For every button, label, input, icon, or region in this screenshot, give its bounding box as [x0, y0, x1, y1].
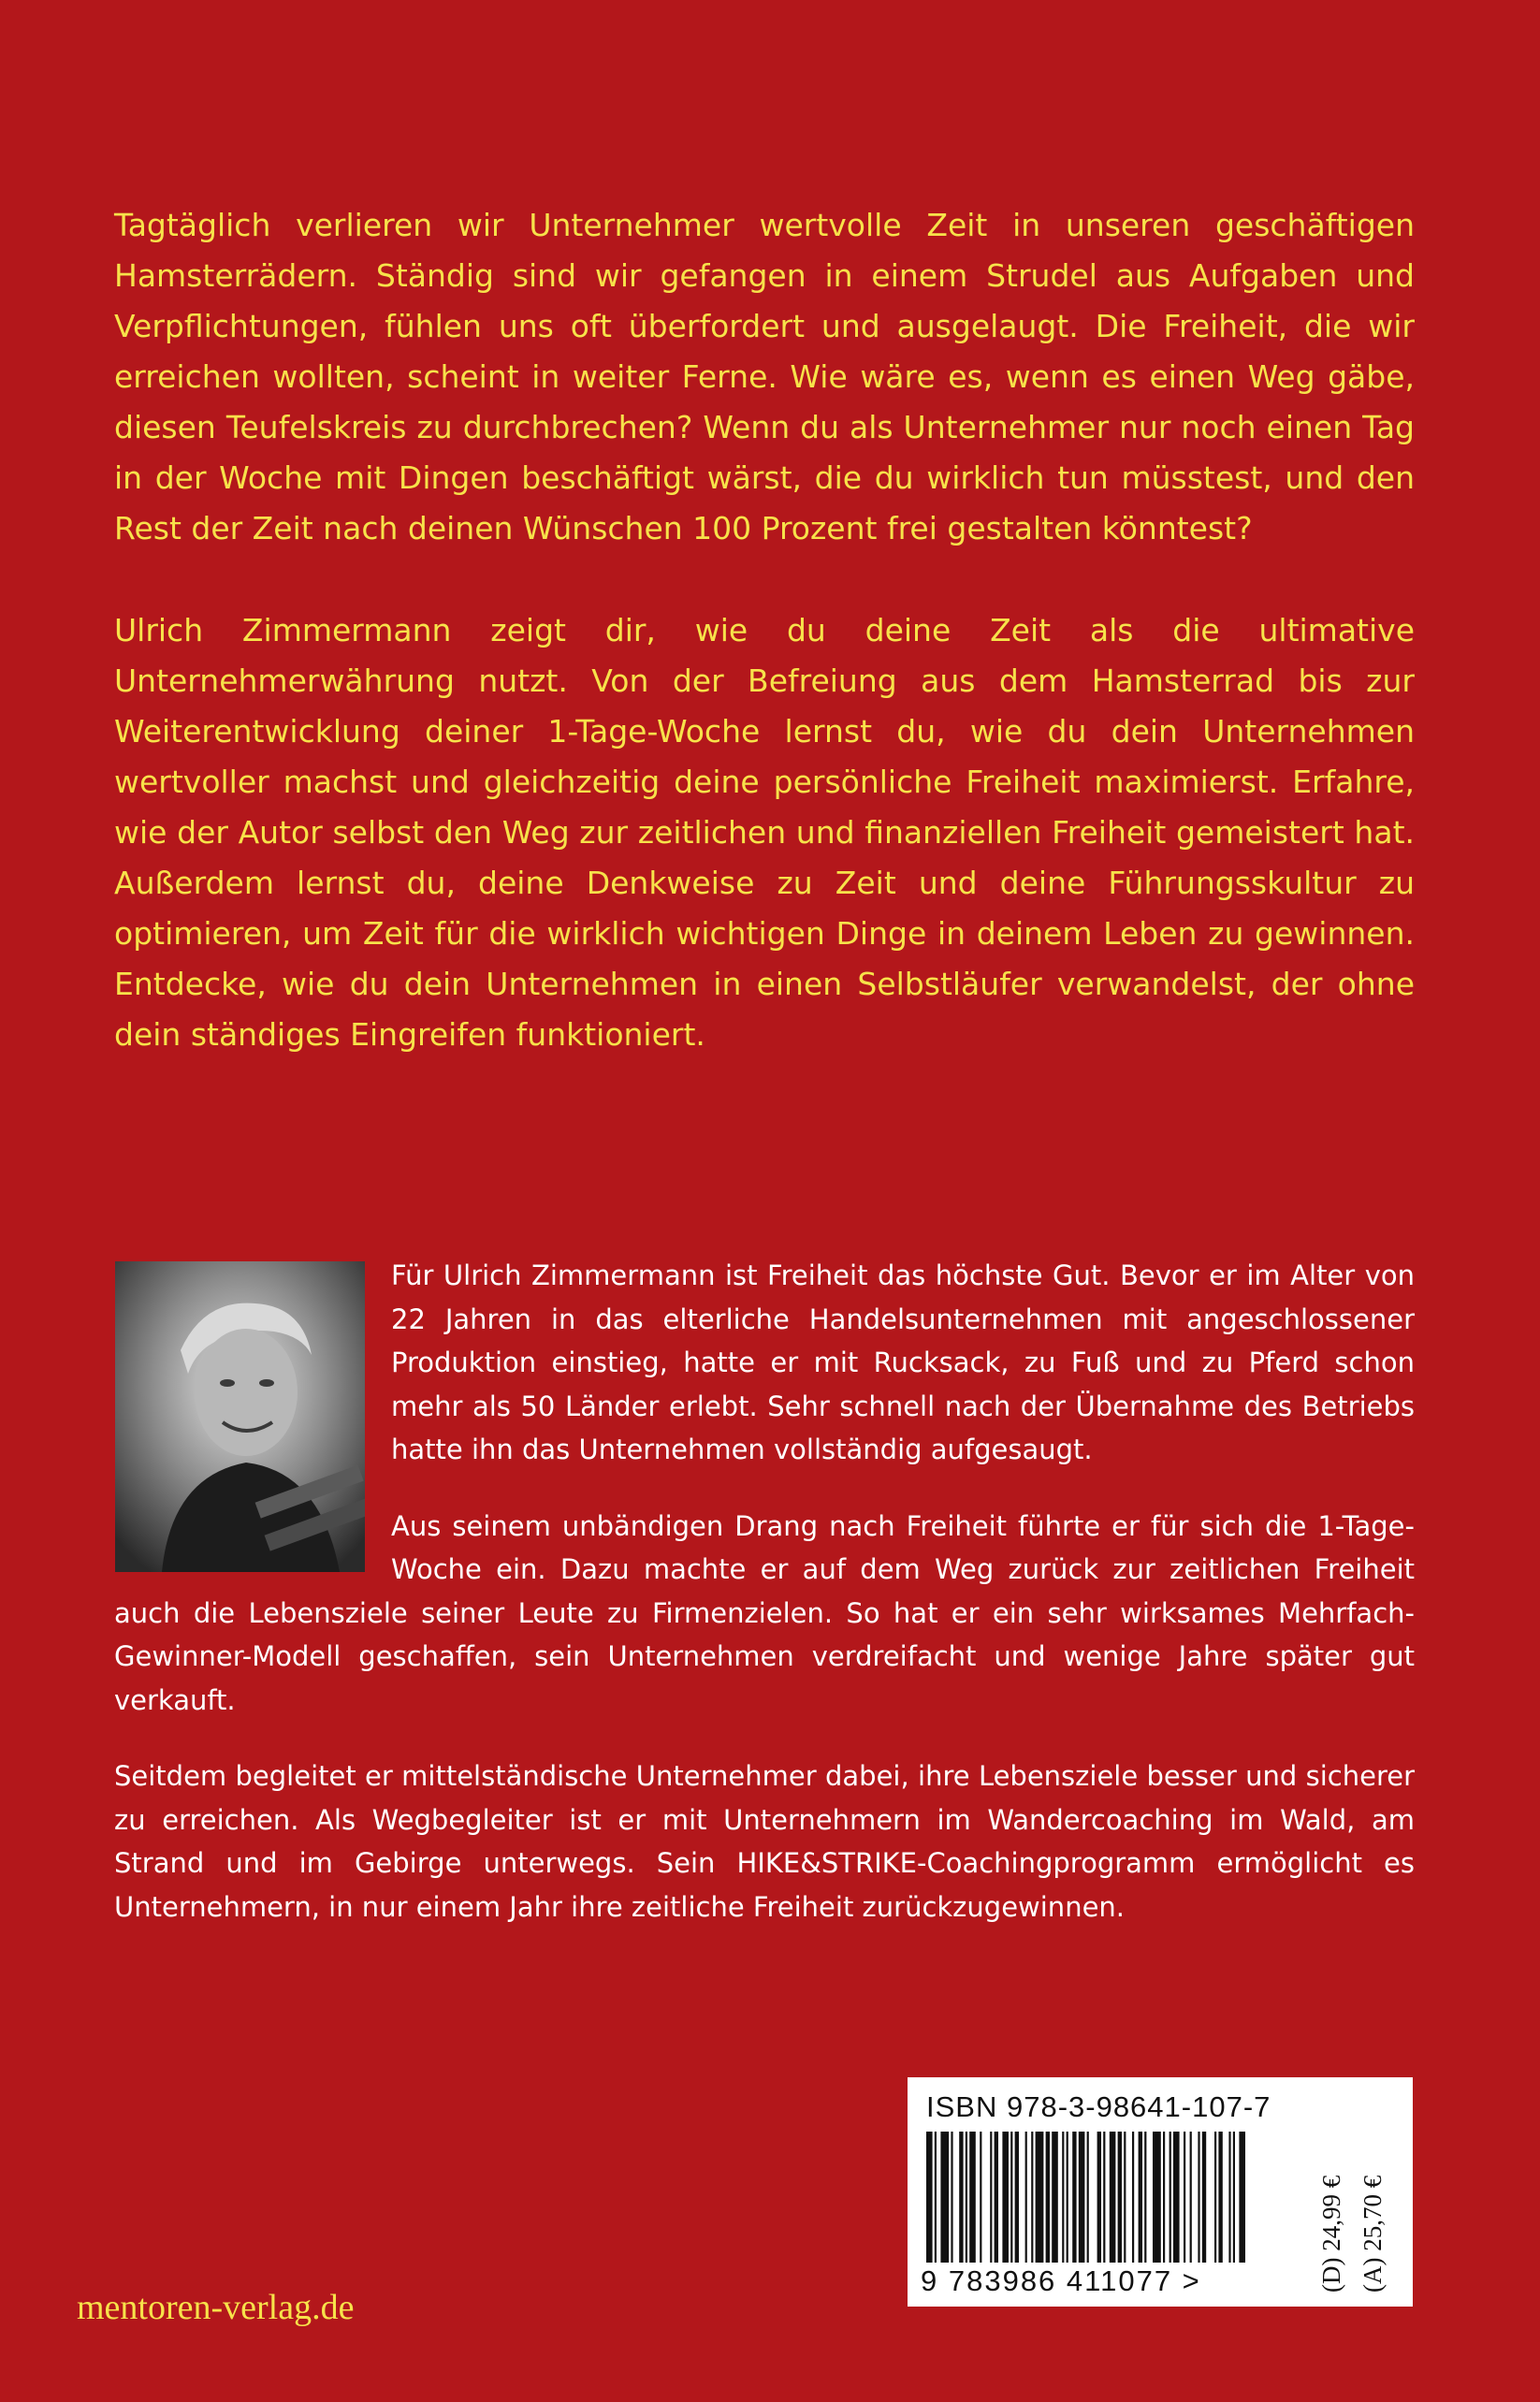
barcode-bar [1163, 2132, 1165, 2263]
price-germany [1317, 2096, 1349, 2293]
barcode-bar [1173, 2132, 1180, 2263]
price-austria [1358, 2096, 1390, 2293]
price-germany-label: (D) [1317, 2257, 1345, 2293]
bio-paragraph-2: Aus seinem unbändigen Drang nach Freiheit führte er für sich die 1-Tage-Woche ein. Dazu machte er auf dem Weg zurück zur zeitlichen Freiheit auch die Lebensziele seiner Leute zu Firmenzielen. So hat er ein sehr wirksames Mehrfach-Gewinner-Modell geschaffen, sein Unternehmen verdreifacht und wenige Jahre später gut verkauft. [114, 1509, 1415, 1716]
bio-paragraph-1: Für Ulrich Zimmermann ist Freiheit das höchste Gut. Bevor er im Alter von 22 Jahren in das elterliche Handelsunternehmen mit angeschlossener Produktion einstieg, hatte er mit Rucksack, zu Fuß und zu Pferd schon mehr als 50 Länder erlebt. Sehr schnell nach der Übernahme des Betriebs hatte ihn das Unternehmen vollständig aufgesaugt. [391, 1259, 1415, 1465]
book-blurb [114, 200, 1415, 1112]
barcode-box [908, 2077, 1413, 2307]
barcode-bar [990, 2132, 992, 2263]
blurb-paragraph-2: Ulrich Zimmermann zeigt dir, wie du deine Zeit als die ultimative Unternehmerwährung nutzt. Von der Befreiung aus dem Hamsterrad bis zur Weiterentwicklung deiner 1-Tage-Woche lernst du, wie du dein Unternehmen wertvoller machst und gleichzeitig deine persönliche Freiheit maximierst. Erfahre, wie der Autor selbst den Weg zur zeitlichen und finanziellen Freiheit gemeistert hat. Außerdem lernst du, deine Denkweise zu Zeit und deine Führungsskultur zu optimieren, um Zeit für die wirklich wichtigen Dinge in deinem Leben zu gewinnen. Entdecke, wie du dein Unternehmen in einen Selbstläufer verwandelst, der ohne dein ständiges Eingreifen funktioniert. [114, 612, 1415, 1053]
barcode-bar [926, 2132, 933, 2263]
publisher-url: mentoren-verlag.de [77, 2288, 355, 2327]
price-austria-value: 25,70 € [1358, 2175, 1387, 2251]
barcode-bar [1233, 2132, 1235, 2263]
barcode-bar [1046, 2132, 1050, 2263]
barcode-bar [1153, 2132, 1161, 2263]
barcode-bar [1072, 2132, 1076, 2263]
barcode-bar [1067, 2132, 1068, 2263]
barcode-bar [1218, 2132, 1222, 2263]
barcode-bar [1202, 2132, 1206, 2263]
price-germany-value: 24,99 € [1317, 2175, 1345, 2251]
barcode-bar [1010, 2132, 1012, 2263]
barcode-bar [959, 2132, 963, 2263]
barcode-bar [969, 2132, 976, 2263]
blurb-paragraph-1: Tagtäglich verlieren wir Unternehmer wertvolle Zeit in unseren geschäftigen Hamsterrädern. Ständig sind wir gefangen in einem Strudel aus Aufgaben und Verpflichtungen, fühlen uns oft überfordert und ausgelaugt. Die Freiheit, die wir erreichen wollten, scheint in weiter Ferne. Wie wäre es, wenn es einen Weg gäbe, diesen Teufelskreis zu durchbrechen? Wenn du als Unternehmer nur noch einen Tag in der Woche mit Dingen beschäftigt wärst, die du wirklich tun müsstest, und den Rest der Zeit nach deinen Wünschen 100 Prozent frei gestalten könntest? [114, 207, 1415, 546]
barcode-bar [1103, 2132, 1105, 2263]
barcode-bar [1031, 2132, 1033, 2263]
barcode-bar [966, 2132, 967, 2263]
barcode-bar [1036, 2132, 1044, 2263]
barcode-bar [1214, 2132, 1216, 2263]
barcode-bar [1110, 2132, 1116, 2263]
barcode-bar [1132, 2132, 1134, 2263]
bio-paragraph-3: Seitdem begleitet er mittelständische Unternehmer dabei, ihre Lebensziele besser und sicherer zu erreichen. Als Wegbegleiter ist er mit Unternehmern im Wandercoaching im Wald, am Strand und im Gebirge unterwegs. Sein HIKE&STRIKE-Coachingprogramm ermöglicht es Unternehmern, in nur einem Jahr ihre zeitliche Freiheit zurückzugewinnen. [114, 1760, 1415, 1923]
barcode-bar [940, 2132, 949, 2263]
barcode-bar [1087, 2132, 1089, 2263]
barcode-bar [1190, 2132, 1192, 2263]
author-bio [114, 1254, 1415, 1961]
barcode-bar [980, 2132, 981, 2263]
price-austria-label: (A) [1358, 2257, 1387, 2293]
barcode-icon [926, 2132, 1300, 2263]
barcode-bar [1124, 2132, 1126, 2263]
barcode-bar [1198, 2132, 1199, 2263]
barcode-bar [1139, 2132, 1142, 2263]
barcode-bar [935, 2132, 937, 2263]
barcode-bar [1184, 2132, 1185, 2263]
barcode-bar [1025, 2132, 1027, 2263]
barcode-bar [1002, 2132, 1009, 2263]
barcode-bar [1097, 2132, 1101, 2263]
barcode-bar [1228, 2132, 1230, 2263]
barcode-bar [1079, 2132, 1085, 2263]
barcode-bar [1062, 2132, 1064, 2263]
barcode-bar [1239, 2132, 1245, 2263]
barcode-bar [1144, 2132, 1146, 2263]
barcode-bar [1052, 2132, 1058, 2263]
barcode-bar [995, 2132, 998, 2263]
isbn-number: ISBN 978-3-98641-107-7 [926, 2090, 1271, 2123]
barcode-digits: 9 783986 411077 > [921, 2264, 1201, 2297]
barcode-bar [951, 2132, 952, 2263]
barcode-bar [1118, 2132, 1122, 2263]
barcode-bar [1170, 2132, 1171, 2263]
barcode-bar [1015, 2132, 1019, 2263]
photo-spacer [114, 1254, 391, 1572]
